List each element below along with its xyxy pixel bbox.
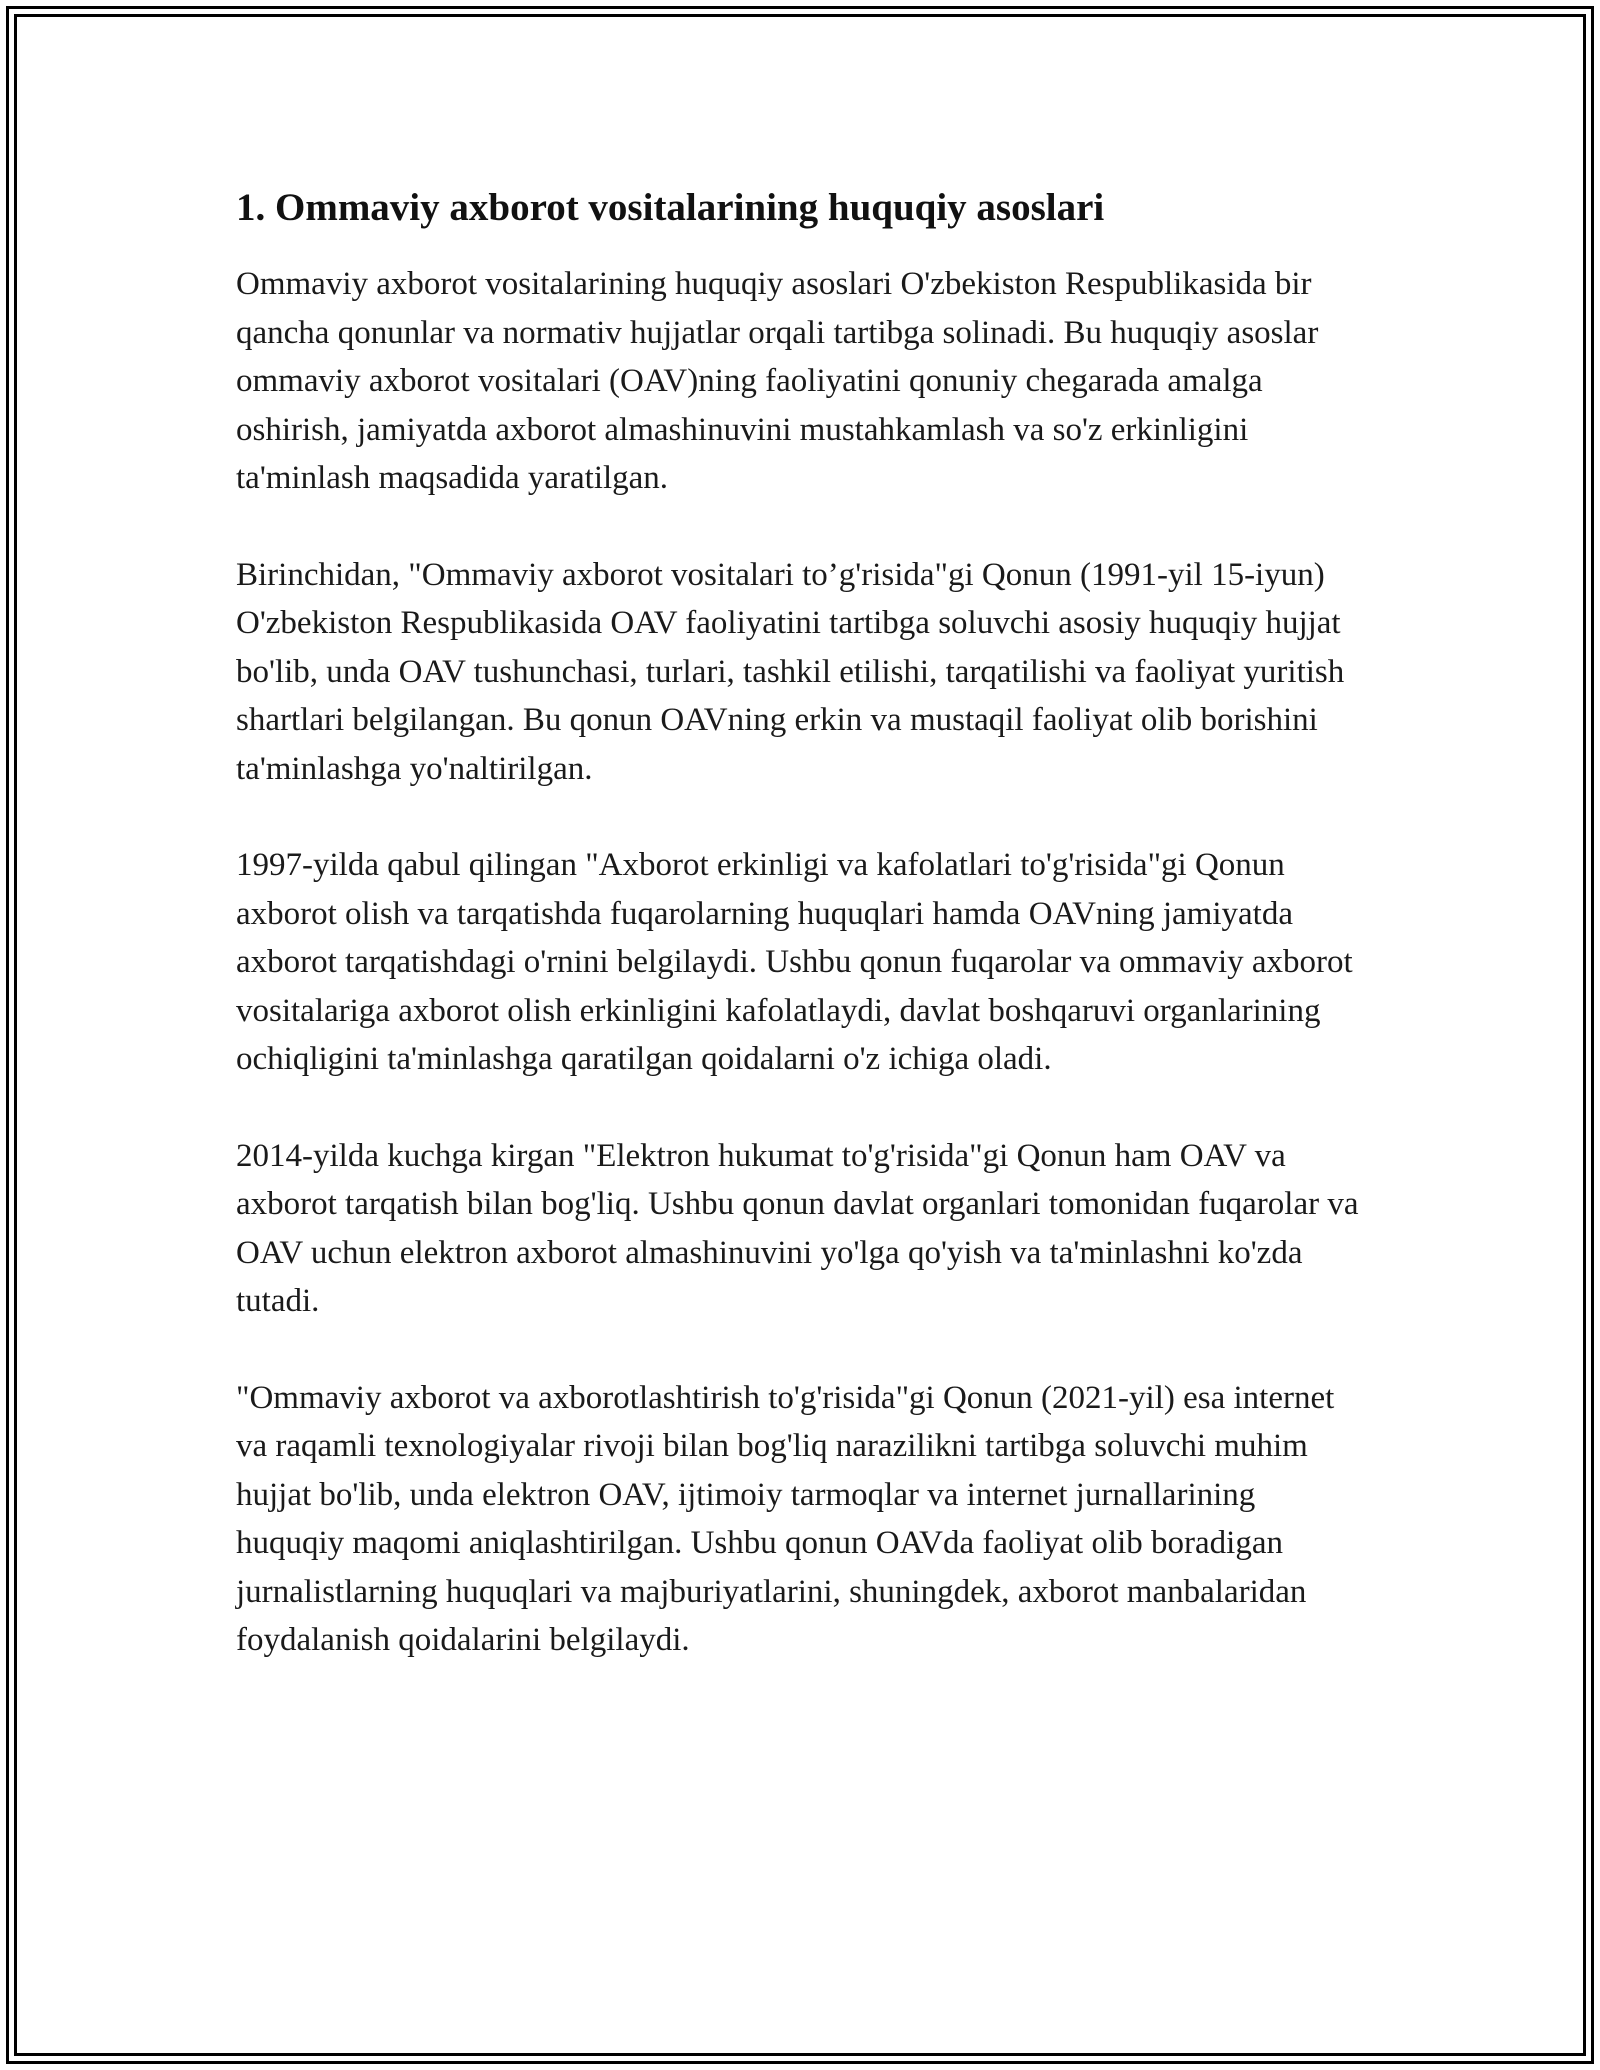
paragraph-2021-law: "Ommaviy axborot va axborotlashtirish to'g'risida"gi Qonun (2021-yil) esa internet va raqamli texnologiyalar rivoji bilan bog'liq narazilikni tartibga soluvchi muhim hujjat bo'lib, unda elektron OAV, ijtimoiy tarmoqlar va internet jurnallarining huquqiy maqomi aniqlashtirilgan. Ushbu qonun OAVda faoliyat olib boradigan jurnalistlarning huquqlari va majburiyatlarini, shuningdek, axborot manbalaridan foydalanish qoidalarini belgilaydi. [236,1379,1335,1658]
paragraph-1991-law: Birinchidan, "Ommaviy axborot vositalari to’g'risida"gi Qonun (1991-yil 15-iyun) O'zbekiston Respublikasida OAV faoliyatini tartibga soluvchi asosiy huquqiy hujjat bo'lib, unda OAV tushunchasi, turlari, tashkil etilishi, tarqatilishi va faoliyat yuritish shartlari belgilangan. Bu qonun OAVning erkin va mustaqil faoliyat olib borishini ta'minlashga yo'naltirilgan. [236,556,1345,787]
document-body [236,182,1366,1713]
paragraph-intro: Ommaviy axborot vositalarining huquqiy asoslari O'zbekiston Respublikasida bir qancha qonunlar va normativ hujjatlar orqali tartibga solinadi. Bu huquqiy asoslar ommaviy axborot vositalari (OAV)ning faoliyatini qonuniy chegarada amalga oshirish, jamiyatda axborot almashinuvini mustahkamlash va so'z erkinligini ta'minlash maqsadida yaratilgan. [236,266,1319,496]
section-title: 1. Ommaviy axborot vositalarining huquqiy asoslari [236,186,1105,229]
paragraph-1997-law: 1997-yilda qabul qilingan "Axborot erkinligi va kafolatlari to'g'risida"gi Qonun axborot olish va tarqatishda fuqarolarning huquqlari hamda OAVning jamiyatda axborot tarqatishdagi o'rnini belgilaydi. Ushbu qonun fuqarolar va ommaviy axborot vositalariga axborot olish erkinligini kafolatlaydi, davlat boshqaruvi organlarining ochiqligini ta'minlashga qaratilgan qoidalarni o'z ichiga oladi. [236,847,1353,1077]
paragraph-2014-law: 2014-yilda kuchga kirgan "Elektron hukumat to'g'risida"gi Qonun ham OAV va axborot tarqatish bilan bog'liq. Ushbu qonun davlat organlari tomonidan fuqarolar va OAV uchun elektron axborot almashinuvini yo'lga qo'yish va ta'minlashni ko'zda tutadi. [236,1137,1359,1319]
